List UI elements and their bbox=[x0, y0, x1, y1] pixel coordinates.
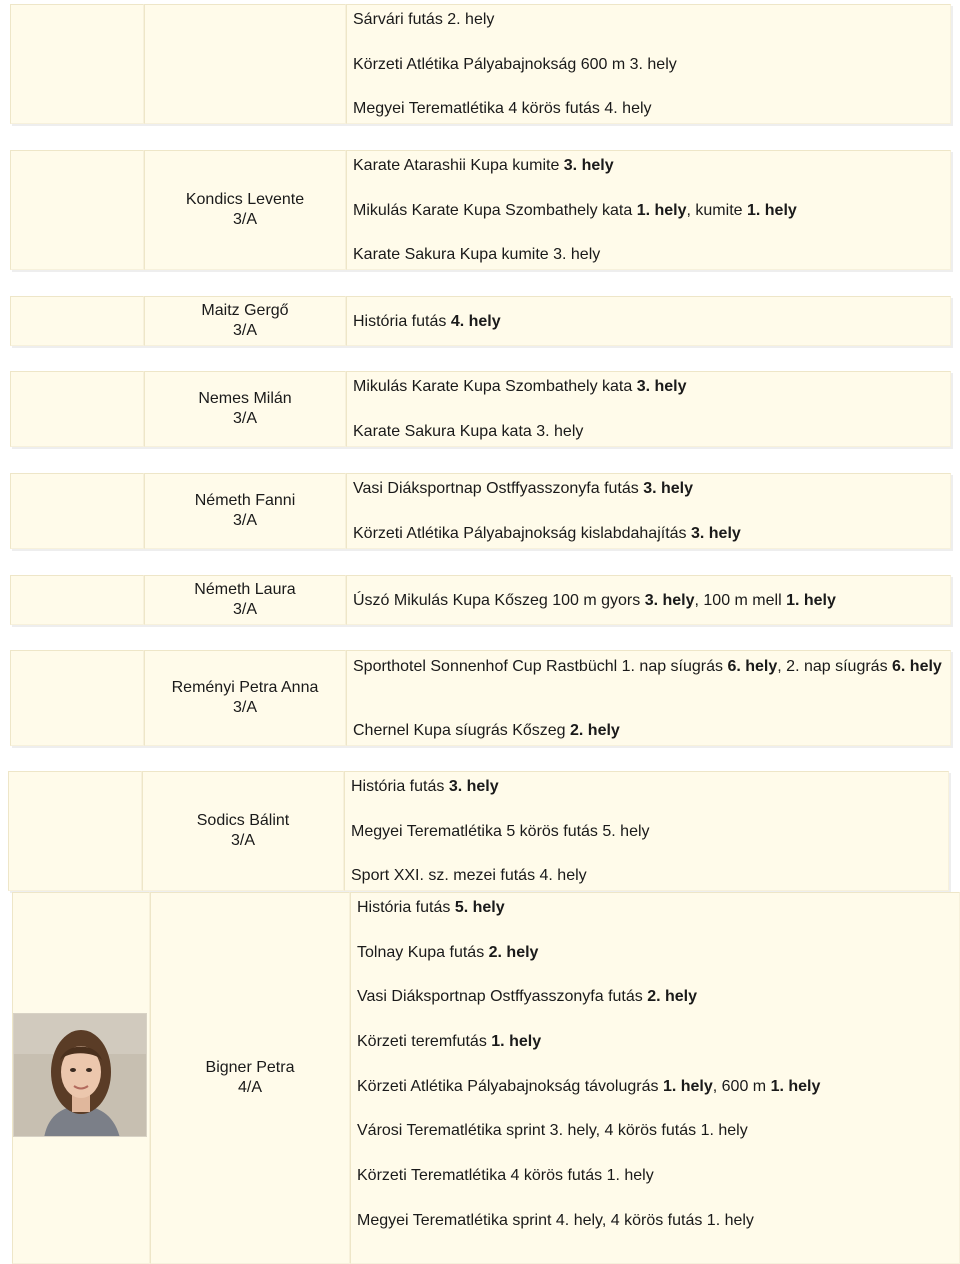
achievements-cell bbox=[346, 296, 951, 346]
achievement-line: Körzeti teremfutás 1. hely bbox=[357, 1033, 542, 1050]
achievement-line: Városi Terematlétika sprint 3. hely, 4 körös futás 1. hely bbox=[357, 1122, 748, 1139]
achievement-line: História futás 3. hely bbox=[351, 778, 499, 795]
achievement-line: Vasi Diáksportnap Ostffyasszonyfa futás 2. hely bbox=[357, 988, 698, 1005]
achievement-line: História futás 4. hely bbox=[353, 313, 501, 330]
girl-portrait-image bbox=[14, 1014, 147, 1137]
student-name: Németh Fanni bbox=[194, 492, 296, 509]
student-class: 3/A bbox=[232, 410, 257, 427]
achievement-line: Sárvári futás 2. hely bbox=[353, 11, 495, 28]
student-name-cell bbox=[144, 650, 346, 746]
achievement-line: Sport XXI. sz. mezei futás 4. hely bbox=[351, 867, 587, 884]
achievements-cell bbox=[346, 150, 951, 270]
achievements-cell bbox=[346, 575, 951, 625]
student-name-cell bbox=[144, 4, 346, 124]
photo-cell bbox=[10, 296, 144, 346]
photo-cell bbox=[10, 575, 144, 625]
achievement-line: História futás 5. hely bbox=[357, 899, 505, 916]
achievement-line: Mikulás Karate Kupa Szombathely kata 3. hely bbox=[353, 378, 687, 395]
achievement-line: Úszó Mikulás Kupa Kőszeg 100 m gyors 3. hely, 100 m mell 1. hely bbox=[353, 592, 836, 609]
student-name-cell bbox=[144, 296, 346, 346]
photo-cell bbox=[10, 4, 144, 124]
achievement-line: Tolnay Kupa futás 2. hely bbox=[357, 944, 539, 961]
achievement-line: Karate Sakura Kupa kumite 3. hely bbox=[353, 246, 601, 263]
achievement-line: Körzeti Atlétika Pályabajnokság 600 m 3. hely bbox=[353, 56, 677, 73]
achievement-line: Körzeti Terematlétika 4 körös futás 1. hely bbox=[357, 1167, 654, 1184]
photo-cell bbox=[10, 650, 144, 746]
achievement-line: Megyei Terematlétika 4 körös futás 4. hely bbox=[353, 100, 652, 117]
student-name-cell bbox=[150, 892, 350, 1264]
achievement-line: Vasi Diáksportnap Ostffyasszonyfa futás 3. hely bbox=[353, 480, 694, 497]
student-name: Németh Laura bbox=[194, 581, 296, 598]
photo-cell bbox=[8, 771, 142, 891]
student-name: Reményi Petra Anna bbox=[171, 679, 319, 696]
student-name-cell bbox=[144, 150, 346, 270]
achievement-line: Mikulás Karate Kupa Szombathely kata 1. hely, kumite 1. hely bbox=[353, 202, 797, 219]
student-name: Sodics Bálint bbox=[196, 812, 290, 829]
student-class: 4/A bbox=[237, 1079, 262, 1096]
student-name: Maitz Gergő bbox=[201, 302, 289, 319]
student-class: 3/A bbox=[232, 211, 257, 228]
student-name-cell bbox=[144, 473, 346, 549]
student-photo bbox=[13, 1013, 147, 1137]
achievements-cell bbox=[346, 650, 951, 746]
student-name: Kondics Levente bbox=[185, 191, 305, 208]
achievement-line: Sporthotel Sonnenhof Cup Rastbüchl 1. nap síugrás 6. hely, 2. nap síugrás 6. hely bbox=[353, 658, 942, 675]
achievements-cell bbox=[346, 473, 951, 549]
student-name-cell bbox=[144, 575, 346, 625]
achievement-line: Megyei Terematlétika 5 körös futás 5. hely bbox=[351, 823, 650, 840]
photo-cell bbox=[10, 473, 144, 549]
student-class: 3/A bbox=[230, 832, 255, 849]
achievement-line: Körzeti Atlétika Pályabajnokság távolugrás 1. hely, 600 m 1. hely bbox=[357, 1078, 821, 1095]
photo-cell bbox=[10, 371, 144, 447]
student-class: 3/A bbox=[232, 512, 257, 529]
student-class: 3/A bbox=[232, 322, 257, 339]
student-class: 3/A bbox=[232, 699, 257, 716]
student-name-cell bbox=[142, 771, 344, 891]
student-name: Nemes Milán bbox=[198, 390, 292, 407]
student-class: 3/A bbox=[232, 601, 257, 618]
student-name-cell bbox=[144, 371, 346, 447]
achievement-line: Körzeti Atlétika Pályabajnokság kislabdahajítás 3. hely bbox=[353, 525, 741, 542]
photo-cell bbox=[10, 150, 144, 270]
achievements-cell bbox=[346, 371, 951, 447]
achievements-cell bbox=[350, 892, 960, 1264]
achievement-line: Karate Sakura Kupa kata 3. hely bbox=[353, 423, 584, 440]
achievement-line: Chernel Kupa síugrás Kőszeg 2. hely bbox=[353, 722, 620, 739]
achievement-line: Karate Atarashii Kupa kumite 3. hely bbox=[353, 157, 614, 174]
achievements-cell bbox=[346, 4, 951, 124]
achievements-cell bbox=[344, 771, 949, 891]
student-name: Bigner Petra bbox=[205, 1059, 295, 1076]
achievement-line: Megyei Terematlétika sprint 4. hely, 4 körös futás 1. hely bbox=[357, 1212, 754, 1229]
